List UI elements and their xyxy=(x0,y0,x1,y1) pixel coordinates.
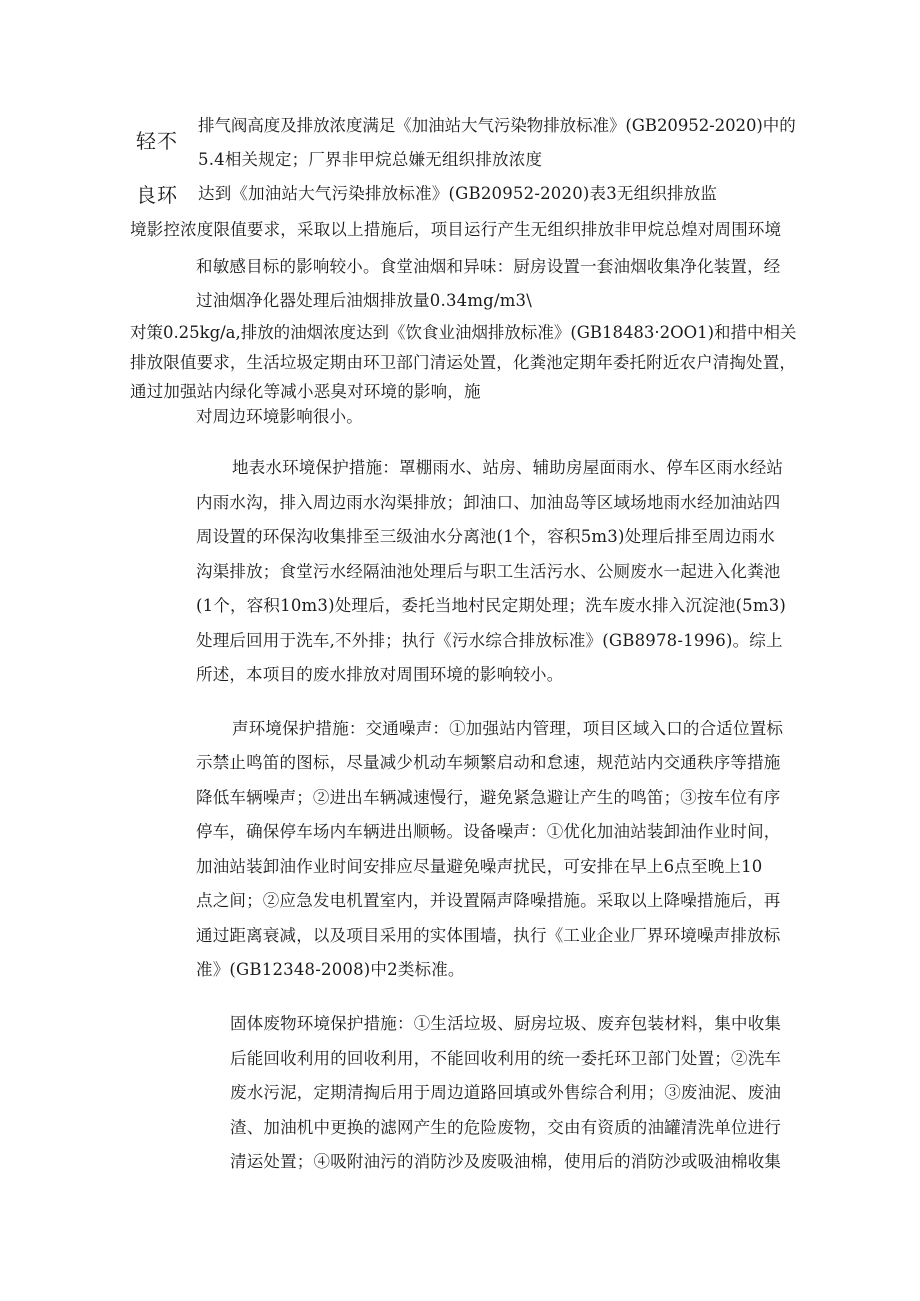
text-line: 停车，确保停车场内车辆进出顺畅。设备噪声：①优化加油站装卸油作业时间， xyxy=(196,822,781,841)
text-line: 排放限值要求，生活垃圾定期由环卫部门清运处置，化粪池定期年委托附近农户清掏处置， xyxy=(130,353,796,372)
text-line: 对策0.25kg/a,排放的油烟浓度达到《饮食业油烟排放标准》(GB18483·2OO1)和措中相关 xyxy=(130,323,797,342)
text-line: 处理后回用于洗车,不外排；执行《污水综合排放标准》(GB8978-1996)。综上 xyxy=(196,631,783,650)
text-line: 5.4相关规定；厂界非甲烷总嫌无组织排放浓度 xyxy=(198,150,543,169)
text-line: 内雨水沟，排入周边雨水沟渠排放；卸油口、加油岛等区域场地雨水经加油站四 xyxy=(196,493,781,512)
text-line: 沟渠排放；食堂污水经隔油池处理后与职工生活污水、公厕废水一起进入化粪池 xyxy=(196,562,781,581)
text-line: 对周边环境影响很小。 xyxy=(196,407,363,426)
text-line: 所述，本项目的废水排放对周围环境的影响较小。 xyxy=(196,665,564,684)
text-line: 通过距离衰减，以及项目采用的实体围墙，执行《工业企业厂界环境噪声排放标 xyxy=(196,926,781,945)
text-line: 废水污泥，定期清掏后用于周边道路回填或外售综合利用；③废油泥、废油 xyxy=(230,1083,782,1102)
text-line: 和敏感目标的影响较小。食堂油烟和异味：厨房设置一套油烟收集净化装置，经 xyxy=(196,257,781,276)
text-line: 过油烟净化器处理后油烟排放量0.34mg/m3\ xyxy=(196,291,533,310)
text-line: 加油站装卸油作业时间安排应尽量避免噪声扰民，可安排在早上6点至晚上10 xyxy=(196,857,763,876)
text-line: 声环境保护措施：交通噪声：①加强站内管理，项目区域入口的合适位置标 xyxy=(232,719,784,738)
text-line: 降低车辆噪声；②进出车辆减速慢行，避免紧急避让产生的鸣笛；③按车位有序 xyxy=(196,788,781,807)
side-label: 良环 xyxy=(136,183,178,207)
text-line: 渣、加油机中更换的滤网产生的危险废物，交由有资质的油罐清洗单位进行 xyxy=(230,1118,782,1137)
text-line: 达到《加油站大气污染排放标准》(GB20952-2020)表3无组织排放监 xyxy=(198,184,718,203)
text-line: 后能回收利用的回收利用，不能回收利用的统一委托环卫部门处置；②洗车 xyxy=(230,1049,782,1068)
text-line: 周设置的环保沟收集排至三级油水分离池(1个，容积5m3)处理后排至周边雨水 xyxy=(196,527,775,546)
text-line: 固体废物环境保护措施：①生活垃圾、厨房垃圾、废弃包装材料，集中收集 xyxy=(230,1014,782,1033)
text-line: 通过加强站内绿化等减小恶臭对环境的影响，施 xyxy=(130,382,481,401)
text-line: 清运处置；④吸附油污的消防沙及废吸油棉，使用后的消防沙或吸油棉收集 xyxy=(230,1152,782,1171)
text-line: 境影控浓度限值要求，采取以上措施后，项目运行产生无组织排放非甲烷总煌对周围环境 xyxy=(130,220,782,239)
side-label: 轻不 xyxy=(136,129,178,153)
text-line: 示禁止鸣笛的图标，尽量减少机动车频繁启动和怠速，规范站内交通秩序等措施 xyxy=(196,753,781,772)
text-line: (1个，容积10m3)处理后，委托当地村民定期处理；洗车废水排入沉淀池(5m3) xyxy=(196,596,787,615)
text-line: 准》(GB12348-2008)中2类标准。 xyxy=(196,960,465,979)
text-line: 点之间；②应急发电机置室内，并设置隔声降噪措施。采取以上降噪措施后，再 xyxy=(196,891,781,910)
text-line: 排气阀高度及排放浓度满足《加油站大气污染物排放标准》(GB20952-2020)中的 xyxy=(198,116,796,135)
text-line: 地表水环境保护措施：罩棚雨水、站房、辅助房屋面雨水、停车区雨水经站 xyxy=(232,458,784,477)
